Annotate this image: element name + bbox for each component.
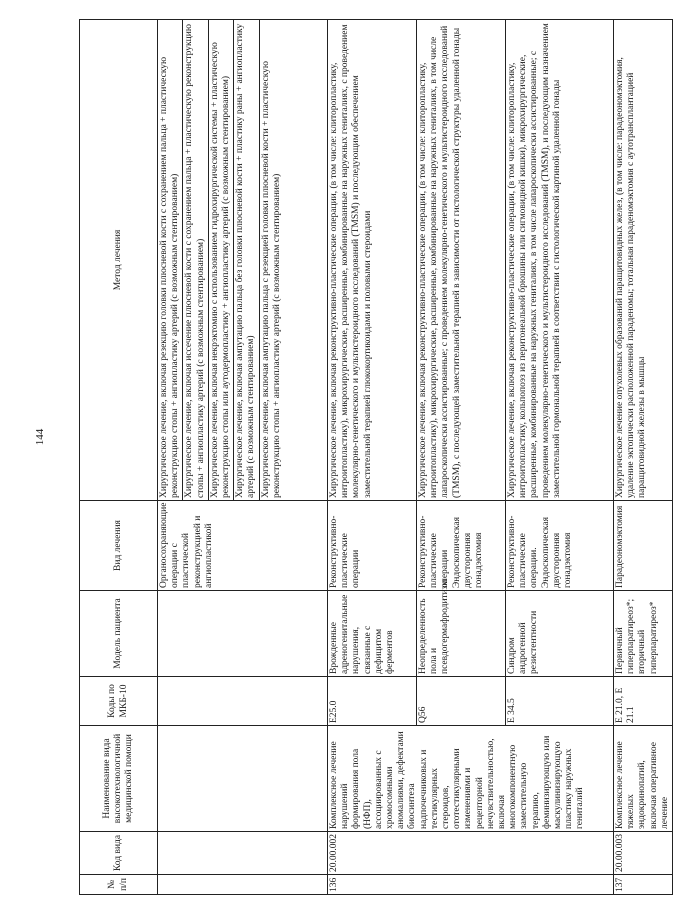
cell-method [328,20,614,501]
cell-code: 20.00.002 [328,832,614,875]
header-name: Наименование вида высокотехнологичной медицинской помощи [80,726,158,832]
kind-item: Реконструктивно-пластические операции. Эндоскопическая двусторонняя гонадэктомия [507,515,574,588]
header-method: Метод лечения [80,20,158,501]
hmp-table [79,19,673,895]
cell-name [158,726,328,832]
cell-method: Хирургическое лечение опухолевых образований паращитовидных желез, (в том числе: парадеономэктомия, удаление эктопически расположенной параденомы; тотальная параденомэктомия с аутотрансплантацией паращитовидной железы в мышцы [614,20,673,501]
model-item: Неопределенность пола и псевдогермафродитизм [417,591,506,676]
cell-kind: Органосохраняющие операции с пластической реконструкцией и ангиопластикой [158,501,328,591]
cell-method [158,20,328,501]
cell-kind [328,501,614,591]
cell-num [158,875,328,895]
table-row [614,20,673,895]
table-row [158,20,328,895]
table-row [328,20,614,895]
mkb-item: Q56 [417,677,506,725]
header-code: Код вида [80,832,158,875]
page-number: 144 [34,428,46,446]
method-item: Хирургическое лечение, включая резекцию головки плюсневой кости с сохранением пальца + пластическую реконструкцию стопы + ангиопластику артерий (с возможным стентированием) [158,20,183,500]
method-item: Хирургическое лечение, включая ампутацию пальца с резекцией головки плюсневой кости + пластическую реконструкцию стопы + ангиопластику артерий (с возможным стентированием) [260,60,282,498]
kind-item: Реконструктивно-пластические операции Эндоскопическая двусторонняя гонадэктомия [417,501,506,590]
header-mkb: Коды по МКБ-10 [80,677,158,726]
cell-code: 20.00.003 [614,832,673,875]
method-item: Хирургическое лечение, включая реконструктивно-пластические операции, (в том числе: клиторопластику, интроитопластику), микрохирургические, расширенные, комбинированные на наружных гениталиях, в том числе лапароскопически ассистированные; с проведением молекулярно-генетического и мультистероидного исследований (TMSM), с последующей заместительной терапией в зависимости от гистологической структуры удаленной гонады [417,20,506,500]
method-item: Хирургическое лечение, включая реконструктивно-пластические операции, (в том числе: клиторопластику, интроитопластику), микрохирургические, расширенные, комбинированные на наружных гениталиях, с проведением молекулярно-генетического и мультистероидного исследований (TMSM) и последующим обеспечением заместительной терапией глюкокортикоидами и половыми стероидами [328,20,417,500]
table-rotator [79,20,670,895]
header-kind: Вид лечения [80,501,158,591]
header-num: № п/п [80,875,158,895]
mkb-item: E 34.5 [507,698,517,723]
cell-model: Первичный гиперпаратиреоз*; вторичный гиперпаратиреоз* [614,591,673,677]
kind-item: Реконструктивно-пластические операции [328,501,417,590]
cell-mkb [158,677,328,726]
cell-model [158,591,328,677]
table-header [80,20,158,895]
mkb-item: E25.0 [328,677,417,725]
rotated-page [79,20,670,895]
cell-name: Комплексное лечение тяжелых эндокринопатий, включая оперативное лечение [614,726,673,832]
method-item: Хирургическое лечение, включая реконструктивно-пластические операции, (в том числе: клиторопластику, интроитопластику, кольпопоэз из перитонеальной брюшины или сигмовидной кишки), микрохирургические, расширенные, комбинированные на наружных гениталиях, в том числе лапароскопически ассистированные; с проведением молекулярно-генетического и мультистероидного исследований (TMSM), и последующим назначением заместительной гормональной терапией в соответствии с гистологической картиной удаленной гонады [507,23,562,498]
cell-name: Комплексное лечение нарушений формирования пола (НФП), ассоциированных с хромосомными аномалиями, дефектами биосинтеза надпочечниковых и тестикулярных стероидов, ототестикулярными изменениями и рецепторной нечувствительностью, включая многокомпонентную заместительную терапию, феминизирующую или маскулинизирующую пластику наружных гениталий [328,726,614,832]
cell-code [158,832,328,875]
cell-mkb [328,677,614,726]
method-item: Хирургическое лечение, включая иссечение плюсневой кости с сохранением пальца + пластическую реконструкцию стопы + ангиопластику артерий (с возможным стентированием) [183,20,208,500]
model-item: Синдром андрогенной резистентности [507,610,540,674]
cell-model [328,579,614,677]
method-item: Хирургическое лечение, включая некрэктомию с использованием гидрохирургической системы + пластическую реконструкцию стопы или аутодермопластику + ангиопластику артерий (с возможным стентированием) [209,20,234,500]
method-item: Хирургическое лечение, включая ампутацию пальца без головки плюсневой кости + пластику раны + ангиопластику артерий (с возможным стентированием) [234,20,259,500]
header-model: Модель пациента [80,591,158,677]
cell-mkb: E 21.0, E 21.1 [614,677,673,726]
model-item: Врожденные адреногенитальные нарушения, связанные с дефицитом ферментов [328,591,417,676]
cell-num: 137 [614,875,673,895]
cell-num: 136 [328,875,614,895]
cell-kind: Парадеономэктомия [614,501,673,591]
